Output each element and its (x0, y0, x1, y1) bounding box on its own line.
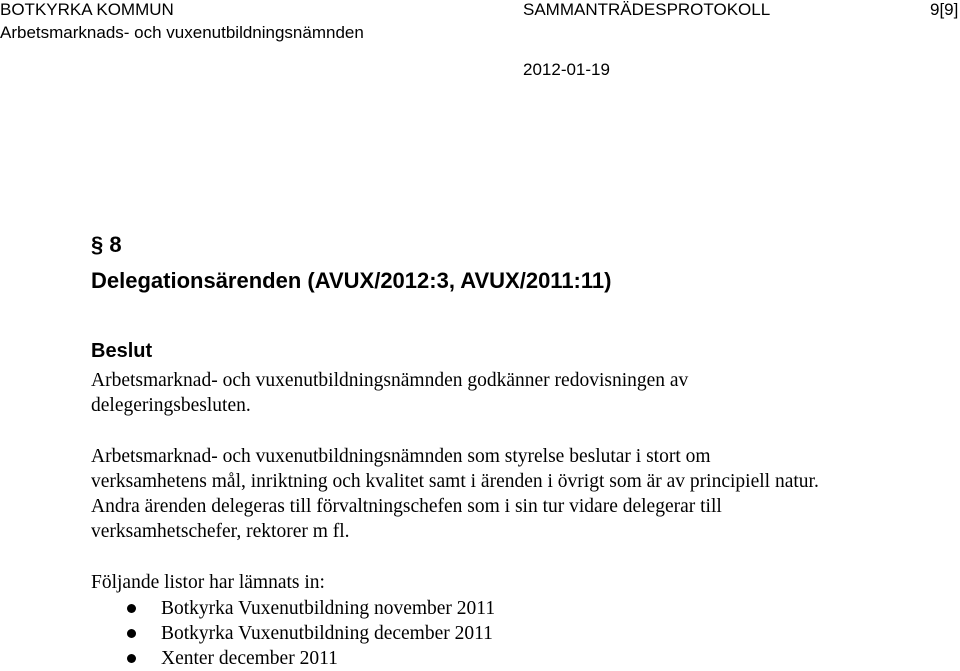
list-item (91, 596, 495, 621)
list-item-label: Botkyrka Vuxenutbildning december 2011 (161, 623, 493, 644)
beslut-heading: Beslut (91, 340, 153, 362)
list-item-label: Xenter december 2011 (161, 648, 338, 669)
delegation-text: Arbetsmarknad- och vuxenutbildningsnämnden som styrelse beslutar i stort om verksamhetens mål, inriktning och kvalitet samt i ärenden i övrigt som är av principiell natur. Andra ärenden delegeras till förvaltningschefen som i sin tur vidare delegerar till verksamhetschefer, rektorer m fl. (91, 446, 819, 542)
meeting-date: 2012-01-19 (523, 60, 610, 79)
committee-name: Arbetsmarknads- och vuxenutbildningsnämnden (0, 23, 364, 42)
list-item-label: Botkyrka Vuxenutbildning november 2011 (161, 598, 496, 619)
paragraph-number: § 8 (91, 232, 122, 257)
list-item (91, 621, 495, 646)
organization-name: BOTKYRKA KOMMUN (0, 0, 174, 19)
paragraph-title: Delegationsärenden (AVUX/2012:3, AVUX/2011:11) (91, 268, 612, 293)
document-type: SAMMANTRÄDESPROTOKOLL (523, 0, 771, 19)
list-item (91, 646, 495, 671)
lists-intro: Följande listor har lämnats in: (91, 572, 325, 593)
page-number: 9[9] (930, 0, 959, 19)
decision-text: Arbetsmarknad- och vuxenutbildningsnämnden godkänner redovisningen av delegeringsbesluten. (91, 370, 689, 416)
bullet-icon (127, 654, 136, 663)
bullet-icon (127, 604, 136, 613)
report-list (91, 596, 495, 671)
bullet-icon (127, 629, 136, 638)
